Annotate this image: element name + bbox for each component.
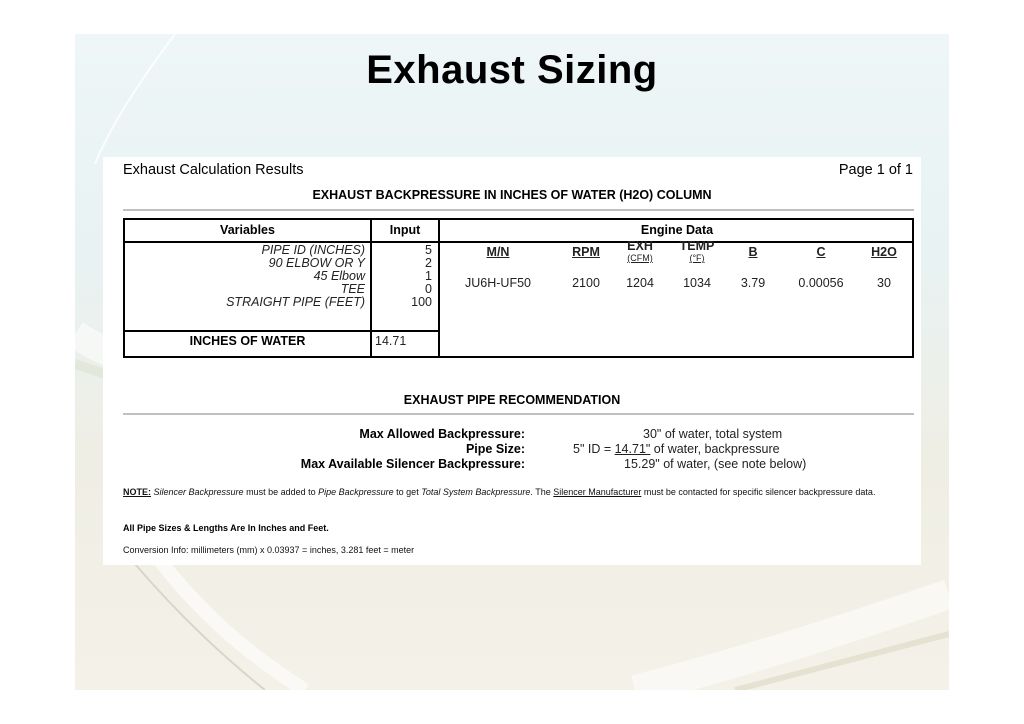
variable-label: 45 Elbow xyxy=(313,269,365,283)
engine-col-h2o xyxy=(863,246,905,296)
engine-col-head: EXH xyxy=(627,239,653,253)
rec-label-silencer: Max Available Silencer Backpressure: xyxy=(300,457,525,471)
engine-col-value: 1204 xyxy=(626,276,654,290)
calculation-table xyxy=(123,218,914,358)
recommendation-heading: EXHAUST PIPE RECOMMENDATION xyxy=(403,393,621,407)
exhaust-report xyxy=(103,157,921,565)
rec-label-max-allowed: Max Allowed Backpressure: xyxy=(359,427,525,441)
variable-label: 90 ELBOW OR Y xyxy=(268,256,365,270)
variable-label: STRAIGHT PIPE (FEET) xyxy=(226,295,365,309)
row-divider xyxy=(125,330,438,332)
input-value: 1 xyxy=(425,269,432,283)
engine-col-value: 3.79 xyxy=(740,276,766,290)
input-value: 2 xyxy=(425,256,432,270)
engine-col-value: 2100 xyxy=(572,276,600,290)
input-value: 5 xyxy=(425,243,432,257)
total-value: 14.71 xyxy=(375,334,407,348)
engine-col-head: TEMP xyxy=(679,239,715,253)
engine-col-unit: (CFM) xyxy=(627,253,653,263)
input-value: 100 xyxy=(411,295,432,309)
header-variables: Variables xyxy=(220,223,275,237)
engine-col-rpm xyxy=(558,246,614,296)
units-note: All Pipe Sizes & Lengths Are In Inches and Feet. xyxy=(123,523,329,533)
variable-label: TEE xyxy=(340,282,365,296)
rec-value-pipe-size: 5" ID = 14.71" of water, backpressure xyxy=(573,442,780,456)
engine-col-value: 30 xyxy=(877,276,891,290)
engine-col-b xyxy=(733,246,773,296)
inputs-list xyxy=(372,244,432,309)
divider xyxy=(123,209,914,211)
engine-col-mn xyxy=(455,246,541,296)
engine-col-head: H2O xyxy=(871,245,897,259)
rec-label-pipe-size: Pipe Size: xyxy=(465,442,525,456)
header-engine-data: Engine Data xyxy=(640,223,714,237)
report-title: Exhaust Calculation Results xyxy=(123,162,304,178)
engine-col-head: RPM xyxy=(572,245,600,259)
engine-col-temp xyxy=(672,240,722,296)
engine-col-head: C xyxy=(816,245,826,259)
rec-value-silencer: 15.29" of water, (see note below) xyxy=(624,457,807,471)
engine-col-exh xyxy=(617,240,663,296)
note-paragraph: NOTE: Silencer Backpressure must be added to Pipe Backpressure to get Total System Backpressure. The Silencer Manufacturer must be contacted for specific silencer backpressure data. xyxy=(123,487,876,497)
engine-col-unit: (°F) xyxy=(689,253,705,263)
header-input: Input xyxy=(389,223,421,237)
slide-title: Exhaust Sizing xyxy=(366,48,658,92)
divider xyxy=(123,413,914,415)
engine-col-c xyxy=(785,246,857,296)
backpressure-heading: EXHAUST BACKPRESSURE IN INCHES OF WATER (H2O) COLUMN xyxy=(312,188,712,202)
variables-list xyxy=(125,244,365,309)
engine-col-value: 0.00056 xyxy=(798,276,844,290)
engine-col-value: JU6H-UF50 xyxy=(465,276,531,290)
engine-col-value: 1034 xyxy=(683,276,711,290)
input-value: 0 xyxy=(425,282,432,296)
conversion-info: Conversion Info: millimeters (mm) x 0.03937 = inches, 3.281 feet = meter xyxy=(123,545,415,555)
total-label: INCHES OF WATER xyxy=(189,334,306,348)
rec-value-max-allowed: 30" of water, total system xyxy=(643,427,783,441)
engine-col-head: B xyxy=(748,245,758,259)
variable-label: PIPE ID (INCHES) xyxy=(261,243,365,257)
page-indicator: Page 1 of 1 xyxy=(838,162,913,178)
engine-col-head: M/N xyxy=(486,245,510,259)
